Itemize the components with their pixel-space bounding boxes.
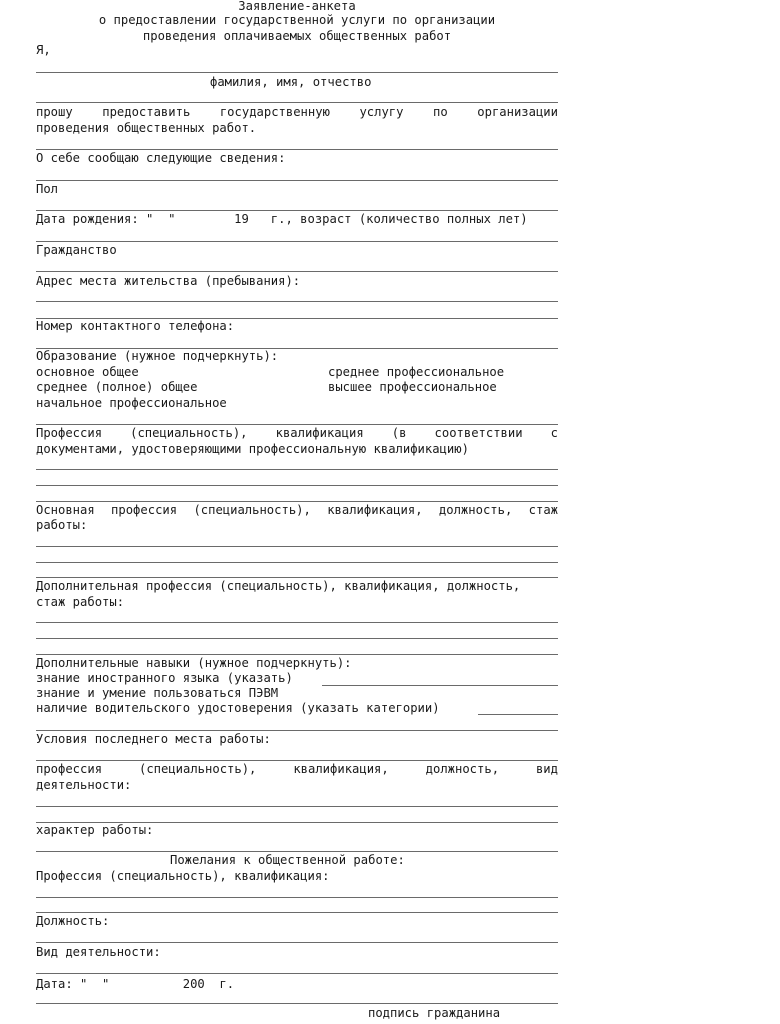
foreign-language-field-line[interactable] xyxy=(322,685,558,686)
request-word: организации xyxy=(477,105,558,119)
address-label: Адрес места жительства (пребывания): xyxy=(36,274,301,288)
last-job-line2: деятельности: xyxy=(36,778,132,792)
document-subtitle-line2: проведения оплачиваемых общественных работ xyxy=(142,29,452,43)
request-word: услугу xyxy=(359,105,404,119)
address-field-line[interactable] xyxy=(36,301,558,302)
wishes-position-field-line[interactable] xyxy=(36,942,558,943)
profession-field-line-3[interactable] xyxy=(36,501,558,502)
wishes-position-label: Должность: xyxy=(36,914,110,928)
main-profession-word: квалификация, xyxy=(327,503,423,517)
main-profession-word: стаж xyxy=(528,503,558,517)
profession-word: квалификация xyxy=(275,426,364,440)
fio-caption: фамилия, имя, отчество xyxy=(210,75,372,89)
extra-profession-field-line[interactable] xyxy=(36,622,558,623)
last-job-word: квалификация, xyxy=(293,762,389,776)
main-profession-line2: работы: xyxy=(36,518,88,532)
skills-option[interactable]: знание и умение пользоваться ПЭВМ xyxy=(36,686,279,700)
citizenship-label: Гражданство xyxy=(36,243,117,257)
wishes-activity-field-line[interactable] xyxy=(36,973,558,974)
request-line1 xyxy=(36,105,558,119)
extra-profession-field-line-3[interactable] xyxy=(36,654,558,655)
last-job-field-line[interactable] xyxy=(36,760,558,761)
wishes-profession-field-line-2[interactable] xyxy=(36,912,558,913)
last-job-word: должность, xyxy=(425,762,500,776)
request-line2: проведения общественных работ. xyxy=(36,121,257,135)
last-job-line1 xyxy=(36,762,558,776)
last-job-title: Условия последнего места работы: xyxy=(36,732,271,746)
main-profession-word: (специальность), xyxy=(193,503,311,517)
last-job-field-line-2[interactable] xyxy=(36,806,558,807)
education-option[interactable]: высшее профессиональное xyxy=(328,380,497,394)
main-profession-line1 xyxy=(36,503,558,517)
request-word: государственную xyxy=(219,105,330,119)
fio-field-line-2[interactable] xyxy=(36,102,558,103)
about-label: О себе сообщаю следующие сведения: xyxy=(36,151,286,165)
profession-line1 xyxy=(36,426,558,440)
birth-field-line[interactable] xyxy=(36,241,558,242)
education-option[interactable]: основное общее xyxy=(36,365,139,379)
signature-field-line[interactable] xyxy=(36,1003,558,1004)
profession-line2: документами, удостоверяющими профессиональную квалификацию) xyxy=(36,442,469,456)
education-option[interactable]: начальное профессиональное xyxy=(36,396,227,410)
fio-field-line[interactable] xyxy=(36,72,558,73)
last-job-word: профессия xyxy=(36,762,103,776)
profession-word: (в xyxy=(391,426,407,440)
request-word: прошу xyxy=(36,105,73,119)
skills-option[interactable]: наличие водительского удостоверения (указать категории) xyxy=(36,701,440,715)
main-profession-word: Основная xyxy=(36,503,95,517)
extra-profession-line2: стаж работы: xyxy=(36,595,125,609)
document-subtitle-line1: о предоставлении государственной услуги по организации xyxy=(98,13,496,27)
document-title: Заявление-анкета xyxy=(238,0,356,13)
request-word: по xyxy=(433,105,448,119)
profession-word: соответствии xyxy=(434,426,523,440)
profession-field-line-2[interactable] xyxy=(36,485,558,486)
separator-line xyxy=(36,149,558,150)
main-profession-field-line-3[interactable] xyxy=(36,577,558,578)
signature-caption: подпись гражданина xyxy=(368,1006,501,1020)
citizenship-field-line[interactable] xyxy=(36,271,558,272)
education-title: Образование (нужное подчеркнуть): xyxy=(36,349,279,363)
main-profession-word: должность, xyxy=(438,503,513,517)
wishes-profession-label: Профессия (специальность), квалификация: xyxy=(36,869,330,883)
education-option[interactable]: среднее профессиональное xyxy=(328,365,505,379)
extra-profession-field-line-2[interactable] xyxy=(36,638,558,639)
request-word: предоставить xyxy=(102,105,191,119)
education-option[interactable]: среднее (полное) общее xyxy=(36,380,198,394)
date-label: Дата: " " 200 г. xyxy=(36,977,235,991)
skills-option[interactable]: знание иностранного языка (указать) xyxy=(36,671,293,685)
profession-field-line[interactable] xyxy=(36,469,558,470)
separator-line xyxy=(36,424,558,425)
profession-word: с xyxy=(550,426,558,440)
profession-word: (специальность), xyxy=(130,426,248,440)
wishes-profession-field-line[interactable] xyxy=(36,897,558,898)
main-profession-field-line[interactable] xyxy=(36,546,558,547)
skills-title: Дополнительные навыки (нужное подчеркнуть): xyxy=(36,656,352,670)
separator-line xyxy=(36,730,558,731)
license-category-field-line[interactable] xyxy=(478,714,558,715)
sex-label: Пол xyxy=(36,182,59,196)
wishes-activity-label: Вид деятельности: xyxy=(36,945,161,959)
ya-label: Я, xyxy=(36,43,51,57)
sex-field-line[interactable] xyxy=(36,210,558,211)
last-job-word: (специальность), xyxy=(138,762,257,776)
main-profession-field-line-2[interactable] xyxy=(36,562,558,563)
about-field-line[interactable] xyxy=(36,180,558,181)
main-profession-word: профессия xyxy=(111,503,178,517)
last-job-word: вид xyxy=(535,762,558,776)
profession-word: Профессия xyxy=(36,426,103,440)
phone-label: Номер контактного телефона: xyxy=(36,319,235,333)
work-character-label: характер работы: xyxy=(36,823,154,837)
wishes-title: Пожелания к общественной работе: xyxy=(170,853,405,867)
work-character-field-line[interactable] xyxy=(36,851,558,852)
birth-date-label: Дата рождения: " " 19 г., возраст (количество полных лет) xyxy=(36,212,528,226)
extra-profession-line1: Дополнительная профессия (специальность), квалификация, должность, xyxy=(36,579,521,593)
